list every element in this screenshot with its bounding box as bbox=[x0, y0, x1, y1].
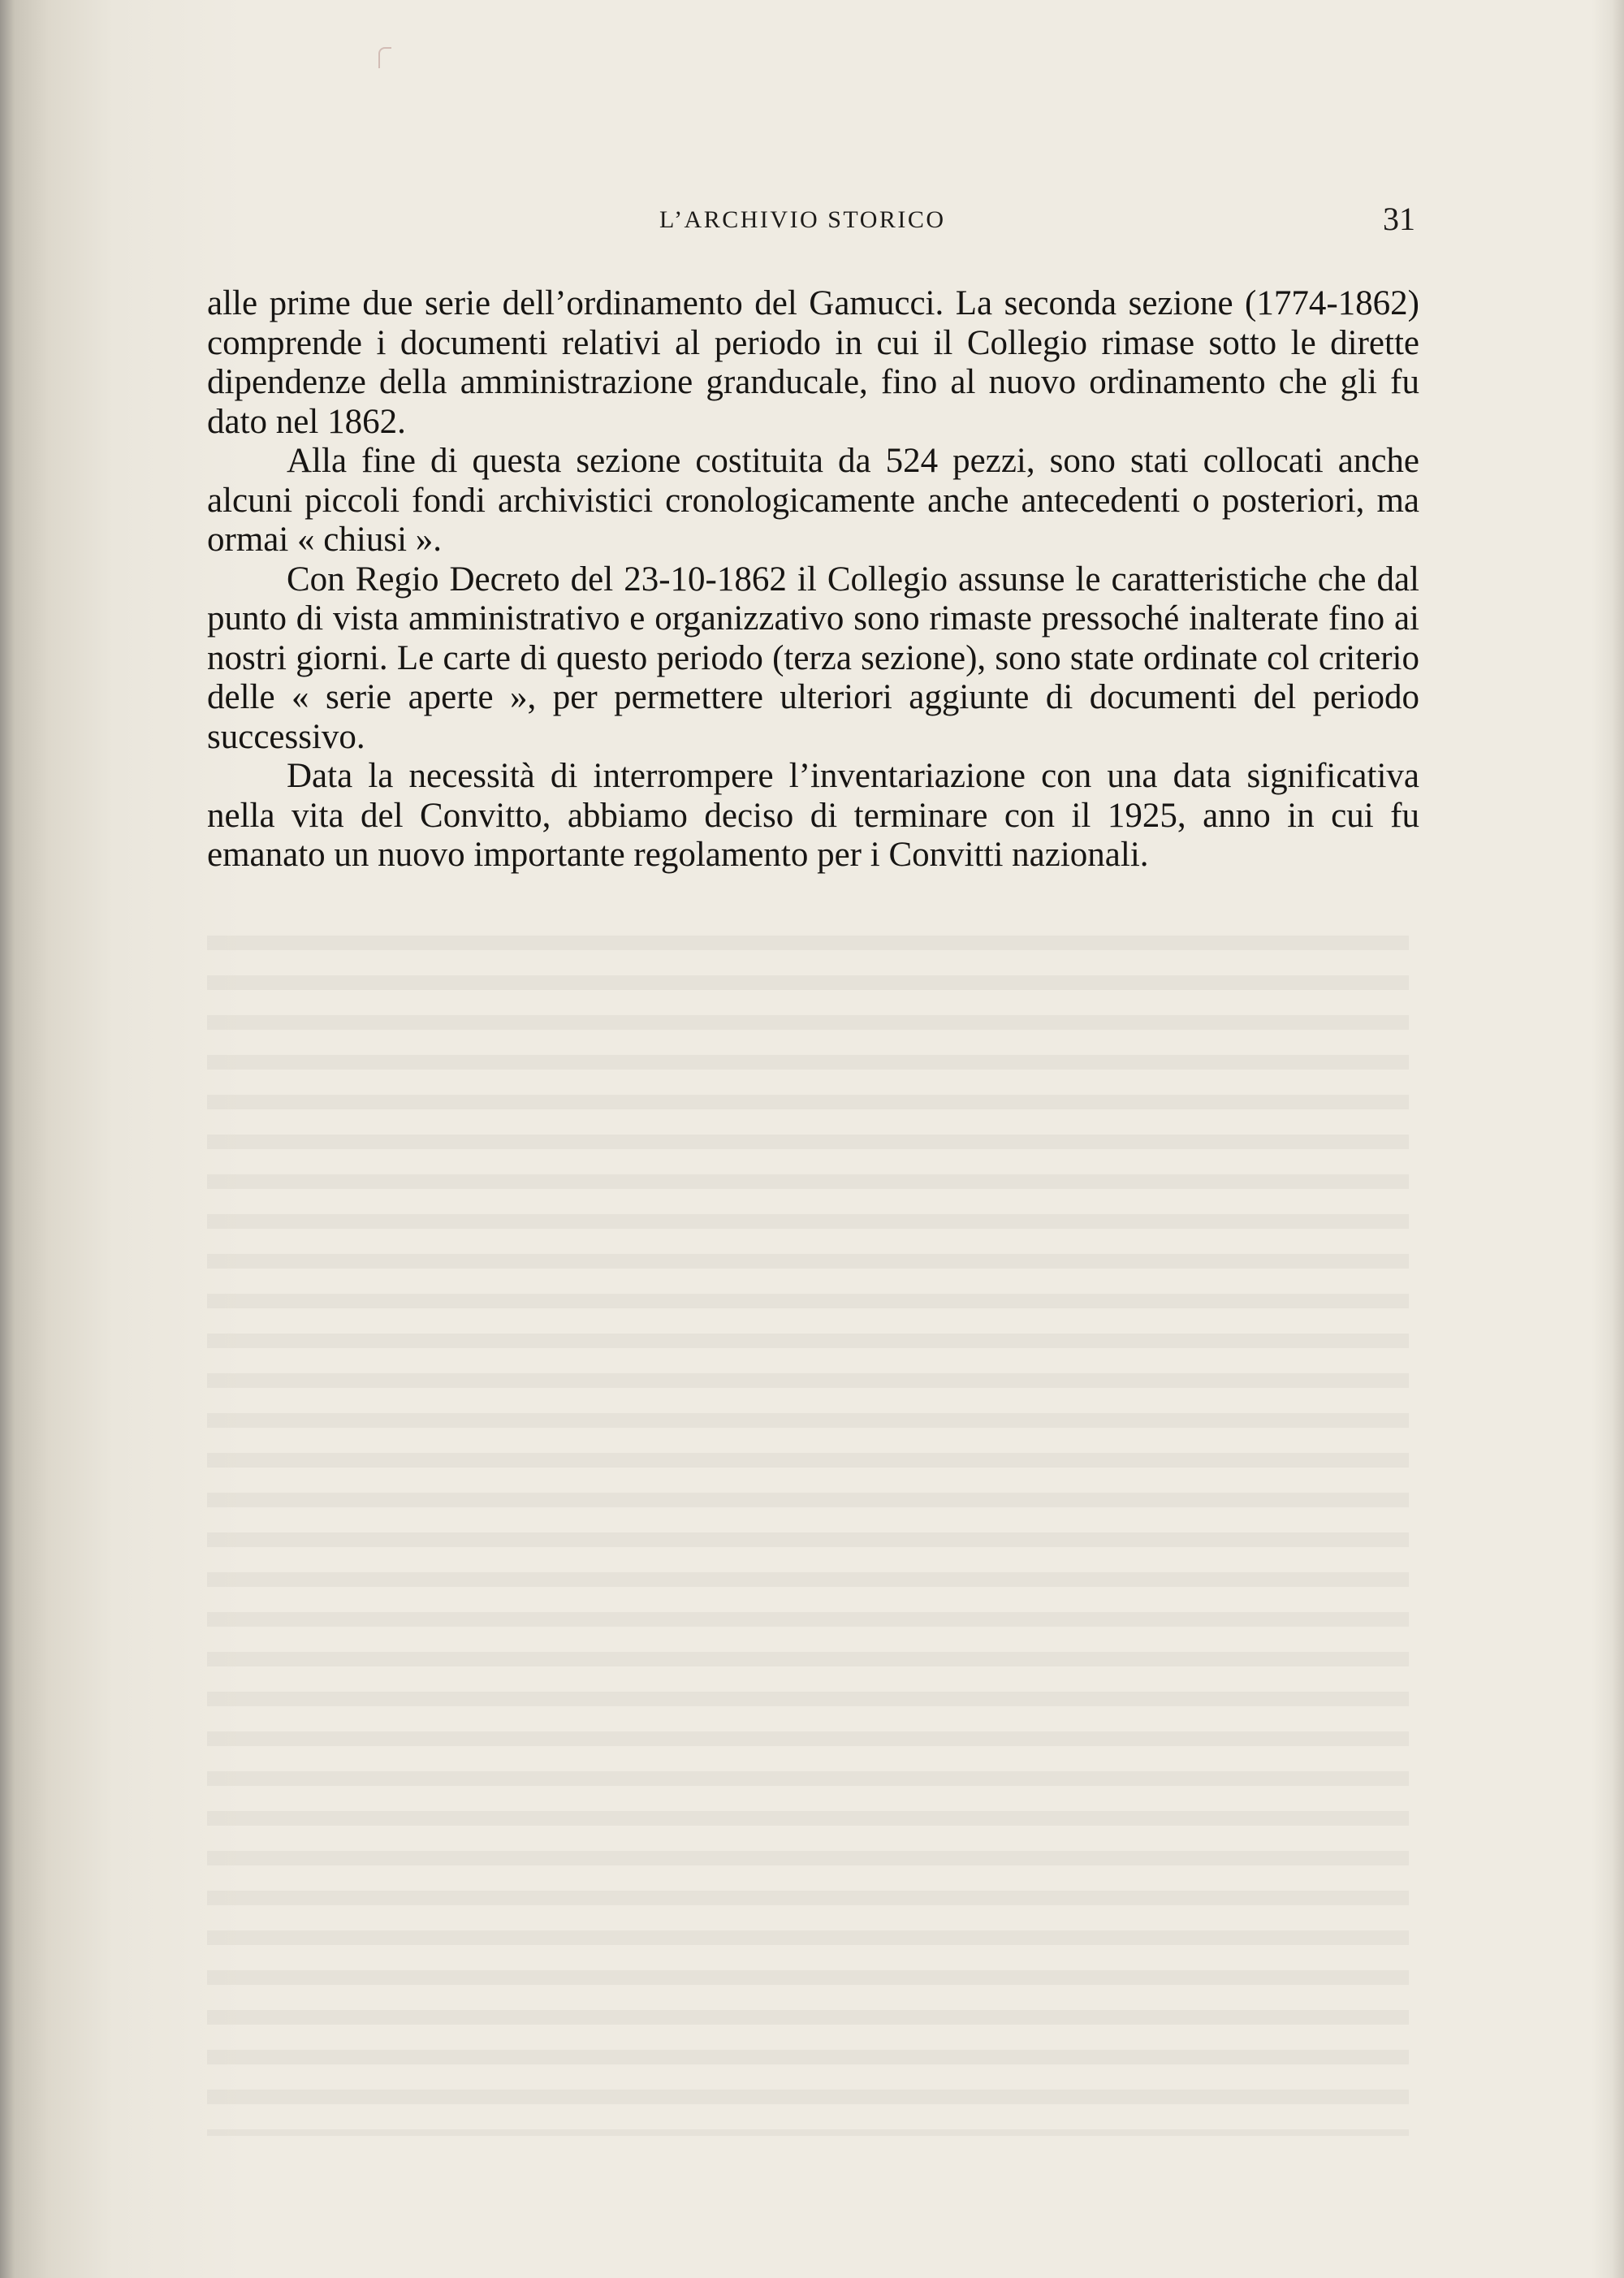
running-head bbox=[0, 203, 1624, 236]
paragraph-2: Alla fine di questa sezione costituita da 524 pezzi, sono stati collocati anche alcuni piccoli fondi archivistici cronologicamente anche antecedenti o posteriori, ma ormai « chiusi ». bbox=[207, 442, 1419, 559]
pen-mark bbox=[378, 47, 391, 68]
page-number: 31 bbox=[1383, 201, 1415, 237]
show-through-text bbox=[207, 918, 1409, 2136]
running-head-title: L’ARCHIVIO STORICO bbox=[659, 206, 946, 233]
paragraph-3: Con Regio Decreto del 23-10-1862 il Collegio assunse le caratteristiche che dal punto di vista amministrativo e organizzativo sono rimaste pressoché inalterate fino ai nostri giorni. Le carte di questo periodo (terza sezione), sono state ordinate col criterio delle « serie aperte », per permettere ulteriori aggiunte di documenti del periodo successivo. bbox=[207, 560, 1419, 756]
paragraph-1: alle prime due serie dell’ordinamento del Gamucci. La seconda sezione (1774-1862) comprende i documenti relativi al periodo in cui il Collegio rimase sotto le dirette dipendenze della amministrazione granducale, fino al nuovo ordinamento che gli fu dato nel 1862. bbox=[207, 284, 1419, 441]
body-text bbox=[207, 284, 1419, 875]
paragraph-4: Data la necessità di interrompere l’inventariazione con una data significativa nella vita del Convitto, abbiamo deciso di terminare con il 1925, anno in cui fu emanato un nuovo importante regolamento per i Convitti nazionali. bbox=[207, 757, 1419, 874]
